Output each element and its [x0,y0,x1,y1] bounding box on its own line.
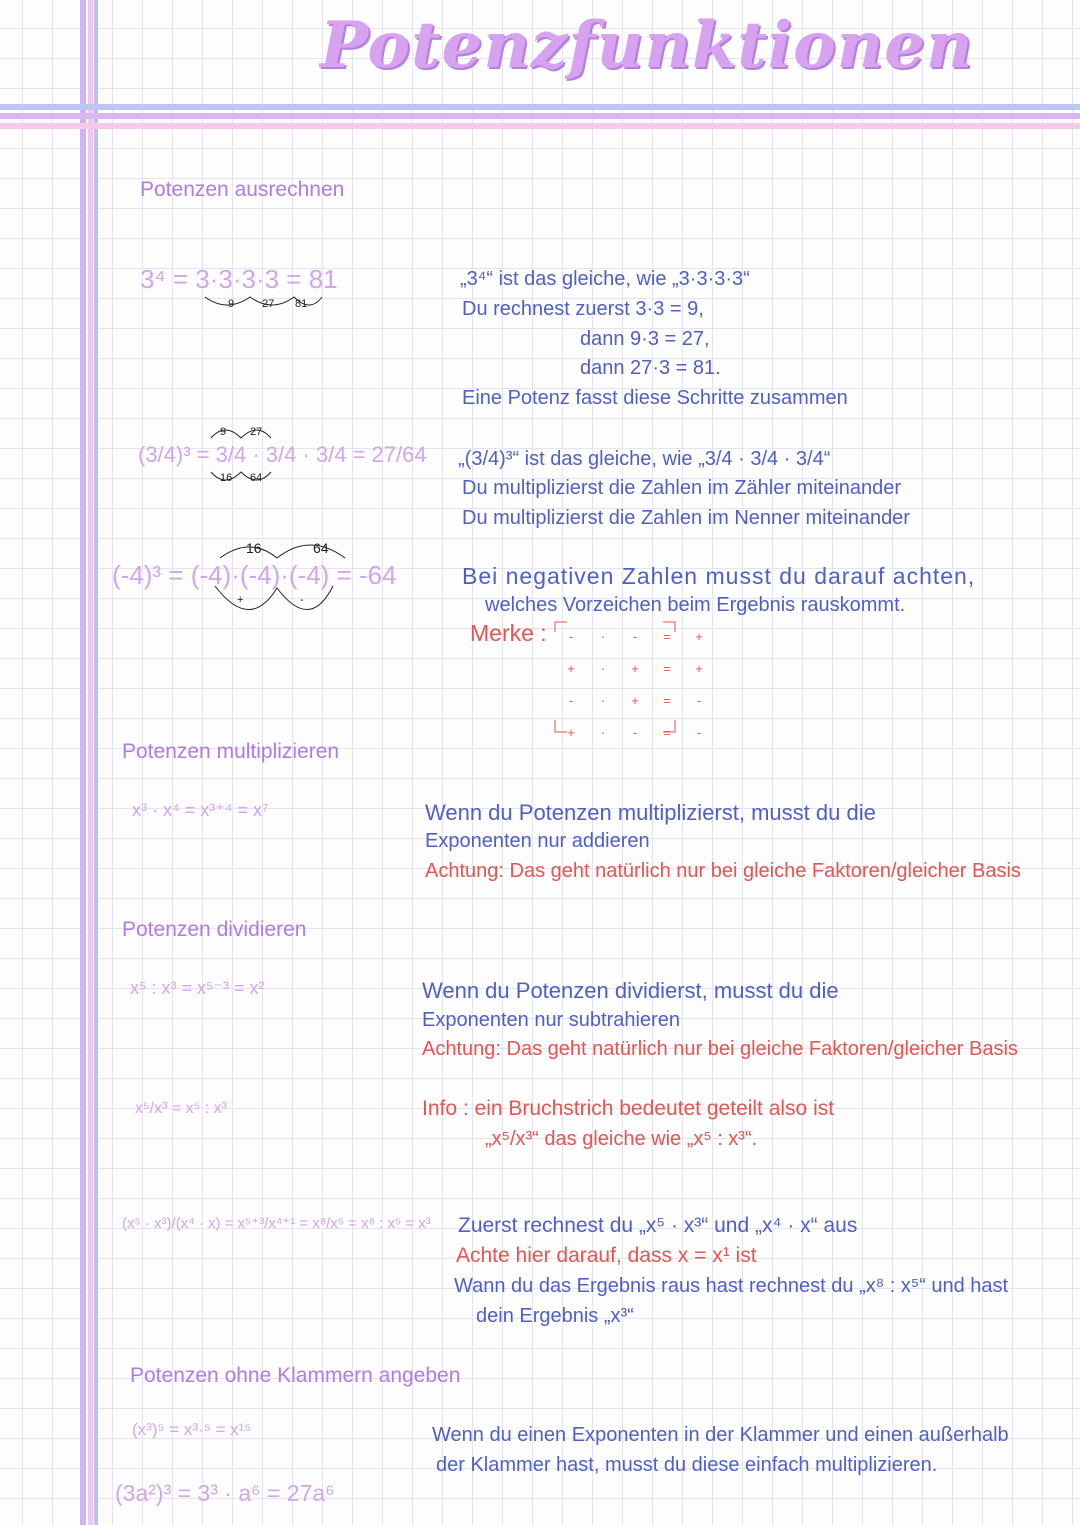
explanation-line: Bei negativen Zahlen musst du darauf achten, [462,563,976,589]
sign: = [663,628,671,644]
explanation-line: Du multiplizierst die Zahlen im Nenner miteinander [462,507,910,529]
example-bracket-product: (3a²)³ = 3³ · a⁶ = 27a⁶ [115,1480,335,1506]
explanation-line: dein Ergebnis „x³“ [476,1305,634,1327]
info-line: „x⁵/x³“ das gleiche wie „x⁵ : x³“. [485,1128,758,1150]
arc-value: 64 [313,540,329,556]
calc-arcs [205,536,355,616]
heading-dividieren: Potenzen dividieren [122,918,307,941]
sign: = [663,660,671,676]
explanation-line: Du rechnest zuerst 3·3 = 9, [462,298,704,320]
explanation-line: Eine Potenz fasst diese Schritte zusammen [462,387,848,409]
warning-line: Achtung: Das geht natürlich nur bei gleiche Faktoren/gleicher Basis [422,1038,1018,1060]
header-stripe [0,113,1080,119]
explanation-line: dann 9·3 = 27, [580,328,710,350]
margin-stripe [94,0,98,1525]
explanation-line: Zuerst rechnest du „x⁵ · x³“ und „x⁴ · x“ aus [458,1214,858,1237]
explanation-line: Wenn du einen Exponenten in der Klammer und einen außerhalb [432,1424,1009,1446]
sign: + [567,724,575,740]
heading-klammern: Potenzen ohne Klammern angeben [130,1364,461,1387]
sign: + [631,692,639,708]
example-divide: x⁵ : x³ = x⁵⁻³ = x² [130,978,265,998]
explanation-line: Wenn du Potenzen dividierst, musst du die [422,978,839,1003]
sign: - [568,692,574,708]
example-negative-power: (-4)³ = (-4)·(-4)·(-4) = -64 [112,560,397,590]
arc-value: 27 [262,298,275,310]
explanation-line: Du multiplizierst die Zahlen im Zähler miteinander [462,477,902,499]
explanation-line: Exponenten nur addieren [425,830,650,852]
arc-value: 16 [246,540,262,556]
page-title: Potenzfunktionen [320,8,974,83]
header-stripe [0,104,1080,110]
sign: + [631,660,639,676]
explanation-line: welches Vorzeichen beim Ergebnis rauskommt. [485,594,906,616]
warning-line: Achtung: Das geht natürlich nur bei gleiche Faktoren/gleicher Basis [425,860,1021,882]
explanation-line: Wann du das Ergebnis raus hast rechnest du „x⁸ : x⁵“ und hast [454,1275,1009,1297]
sign: = [663,692,671,708]
sign: - [632,724,638,740]
arc-value: + [237,594,244,606]
arc-value: 16 [220,472,233,484]
arc-value: 81 [295,298,308,310]
heading-ausrechnen: Potenzen ausrechnen [140,178,345,201]
margin-stripe [88,0,93,1525]
sign: = [663,724,671,740]
explanation-line: „(3/4)³“ ist das gleiche, wie „3/4 · 3/4 · 3/4“ [458,448,831,470]
arc-value: - [300,594,304,606]
info-line: Info : ein Bruchstrich bedeutet geteilt also ist [422,1097,835,1120]
sign: + [695,660,703,676]
explanation-line: Exponenten nur subtrahieren [422,1009,680,1031]
sign: - [696,724,702,740]
sign: · [600,628,606,644]
warning-line: Achte hier darauf, dass x = x¹ ist [456,1244,757,1267]
bracket-frame [553,620,678,735]
sign: · [600,660,606,676]
example-bracket-power: (x³)⁵ = x³·⁵ = x¹⁵ [132,1420,252,1439]
sign: - [568,628,574,644]
merke-label: Merke : [470,620,547,646]
example-fraction: x⁵/x³ = x⁵ : x³ [135,1100,227,1117]
explanation-line: dann 27·3 = 81. [580,357,721,379]
margin-stripe [80,0,86,1525]
example-combined: (x⁵ · x³)/(x⁴ · x) = x⁵⁺³/x⁴⁺¹ = x⁸/x⁵ = x⁸ : x⁵ = x³ [122,1215,431,1232]
sign: + [695,628,703,644]
arc-value: 27 [250,426,263,438]
calc-arcs [208,422,278,490]
sign: - [696,692,702,708]
explanation-line: der Klammer hast, musst du diese einfach multiplizieren. [436,1454,938,1476]
arc-value: 64 [250,472,263,484]
arc-value: 9 [228,298,235,310]
heading-multiplizieren: Potenzen multiplizieren [122,740,340,763]
header-stripe [0,123,1080,129]
example-power: 3⁴ = 3·3·3·3 = 81 [140,264,338,294]
explanation-line: „3⁴“ ist das gleiche, wie „3·3·3·3“ [460,268,750,290]
sign: - [632,628,638,644]
explanation-line: Wenn du Potenzen multiplizierst, musst du die [425,800,876,825]
example-fraction-power: (3/4)³ = 3/4 · 3/4 · 3/4 = 27/64 [138,442,427,467]
example-multiply: x³ · x⁴ = x³⁺⁴ = x⁷ [132,800,269,820]
arc-value: 9 [220,426,227,438]
sign: + [567,660,575,676]
sign: · [600,724,606,740]
sign: · [600,692,606,708]
